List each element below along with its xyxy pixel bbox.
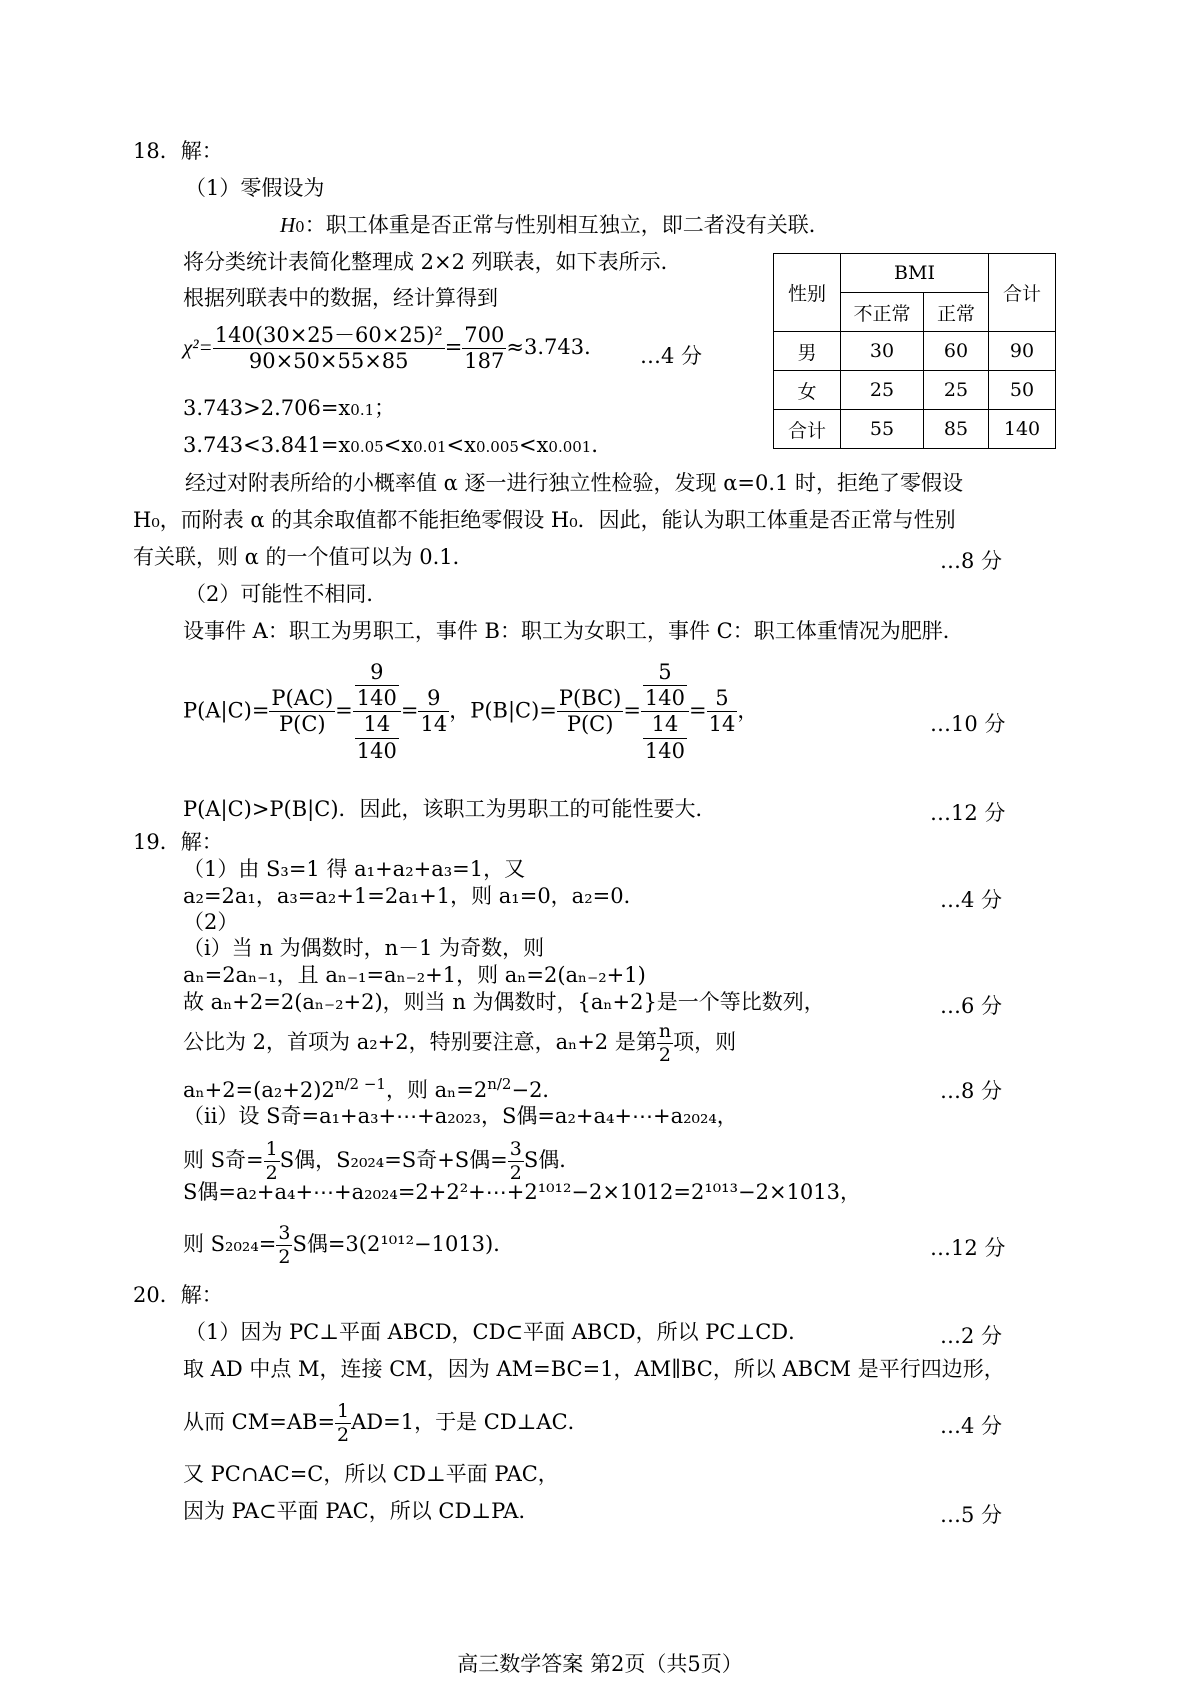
- q20-score-2: …2 分: [940, 1324, 1003, 1348]
- q19-score-12: …12 分: [930, 1236, 1006, 1260]
- compound-fraction-bc: $\frac{\frac{5}{140}}{\frac{14}{140}}$: [641, 660, 689, 764]
- q18-score-10: …10 分: [930, 712, 1006, 736]
- header-abnormal: 不正常: [841, 293, 924, 332]
- q19-line12: 则 S₂₀₂₄= $\frac{3}{2}$ S偶=3(2¹⁰¹²−1013)．: [183, 1222, 515, 1268]
- chi-fraction-simplified: $\frac{700}{187}$: [464, 323, 505, 374]
- q18-compare-1: 3.743>2.706=x0.1；: [183, 396, 396, 420]
- header-normal: 正常: [924, 293, 989, 332]
- q18-paragraph-line3: 有关联，则 α 的一个值可以为 0.1．: [133, 545, 474, 569]
- q18-null-hypothesis: H0：职工体重是否正常与性别相互独立，即二者没有关联．: [280, 213, 830, 237]
- q18-heading: 18．解：: [133, 139, 223, 163]
- q18-paragraph-line2: H₀，而附表 α 的其余取值都不能拒绝零假设 H₀．因此，能认为职工体重是否正常与性别: [133, 508, 956, 532]
- page-footer: 高三数学答案 第2页（共5页）: [457, 1652, 743, 1676]
- q19-score-6: …6 分: [940, 994, 1003, 1018]
- q18-conditional-probabilities: P(A|C)= $\frac{P(AC)}{P(C)}$ = $\frac{\frac{9}{140}}{\frac{14}{140}}$ = $\frac{9}{14}$ ，P(B|C)= $\frac{P(BC)}{P(C)}$ = $\frac{\frac{5}{140}}{\frac{14}{140}}$ = $\frac{5}{14}$ ，: [183, 660, 759, 763]
- table-row: 合计 55 85 140: [774, 410, 1056, 449]
- q18-part2-label: （2）可能性不相同．: [185, 582, 388, 606]
- q19-line7: 公比为 2，首项为 a₂+2，特别要注意，aₙ+2 是第 $\frac{n}{2}$ 项，则: [183, 1020, 737, 1066]
- q20-line3: 从而 CM=AB= $\frac{1}{2}$ AD=1，于是 CD⊥AC．: [183, 1400, 589, 1446]
- q19-line6: 故 aₙ+2=2(aₙ₋₂+2)，则当 n 为偶数时，{aₙ+2}是一个等比数列，: [183, 990, 825, 1014]
- q20-heading: 20．解：: [133, 1283, 223, 1307]
- q20-score-5: …5 分: [940, 1503, 1003, 1527]
- q18-events: 设事件 A：职工为男职工，事件 B：职工为女职工，事件 C：职工体重情况为肥胖．: [183, 619, 964, 643]
- q18-chi-square-formula: χ²= $\frac{\text{140(30×25－60×25)²}}{90\times 50\times 55\times 85}$ = $\frac{700}{187}$ ≈3.743．: [183, 323, 606, 374]
- contingency-table: [773, 253, 1056, 449]
- q19-line8: $a_n+2=(a_2+2)2^{n/2 -1}$，则 $a_n=2^{n/2}-2$．: [183, 1075, 564, 1102]
- q20-line1: （1）因为 PC⊥平面 ABCD，CD⊂平面 ABCD，所以 PC⊥CD．: [185, 1320, 810, 1344]
- q18-compare-2: 3.743<3.841=x0.05<x0.01<x0.005<x0.001．: [183, 433, 613, 457]
- q19-line5: aₙ=2aₙ₋₁，且 aₙ₋₁=aₙ₋₂+1，则 aₙ=2(aₙ₋₂+1): [183, 963, 646, 987]
- q19-line3: （2）: [183, 910, 239, 934]
- q19-line1: （1）由 S₃=1 得 a₁+a₂+a₃=1，又: [183, 857, 526, 881]
- q18-conclusion: P(A|C)>P(B|C)．因此，该职工为男职工的可能性要大．: [183, 797, 717, 821]
- q20-line4: 又 PC∩AC=C，所以 CD⊥平面 PAC，: [183, 1462, 559, 1486]
- q20-line2: 取 AD 中点 M，连接 CM，因为 AM=BC=1，AM∥BC，所以 ABCM 是平行四边形，: [183, 1357, 1005, 1381]
- q18-score-12: …12 分: [930, 801, 1006, 825]
- q18-score-4: …4 分: [640, 344, 703, 368]
- compound-fraction-ac: $\frac{\frac{9}{140}}{\frac{14}{140}}$: [353, 660, 401, 764]
- table-row: 女 25 25 50: [774, 371, 1056, 410]
- q18-part1-label: （1）零假设为: [185, 176, 325, 200]
- chi-fraction: $\frac{\text{140(30×25－60×25)²}}{90\times 50\times 55\times 85}$: [214, 323, 443, 374]
- header-gender: 性别: [774, 254, 841, 332]
- table-row: 男 30 60 90: [774, 332, 1056, 371]
- header-bmi: BMI: [841, 254, 989, 293]
- header-total: 合计: [989, 254, 1056, 332]
- q20-score-4: …4 分: [940, 1414, 1003, 1438]
- q18-paragraph-line1: 经过对附表所给的小概率值 α 逐一进行独立性检验，发现 α=0.1 时，拒绝了零假设: [185, 471, 964, 495]
- q19-line2: a₂=2a₁，a₃=a₂+1=2a₁+1，则 a₁=0，a₂=0．: [183, 884, 645, 908]
- q19-line10: 则 S奇= $\frac{1}{2}$ S偶，S₂₀₂₄=S奇+S偶= $\frac{3}{2}$ S偶．: [183, 1138, 581, 1184]
- q19-heading: 19．解：: [133, 830, 223, 854]
- q19-line9: （ii）设 S奇=a₁+a₃+⋯+a₂₀₂₃，S偶=a₂+a₄+⋯+a₂₀₂₄，: [183, 1104, 738, 1128]
- q18-table-intro: 将分类统计表简化整理成 2×2 列联表，如下表所示．: [183, 250, 682, 274]
- q20-line5: 因为 PA⊂平面 PAC，所以 CD⊥PA．: [183, 1499, 540, 1523]
- q18-score-8: …8 分: [940, 549, 1003, 573]
- q19-score-4: …4 分: [940, 888, 1003, 912]
- q19-line4: （i）当 n 为偶数时，n－1 为奇数，则: [183, 936, 545, 960]
- q18-calc-intro: 根据列联表中的数据，经计算得到: [183, 286, 498, 310]
- q19-line11: S偶=a₂+a₄+⋯+a₂₀₂₄=2+2²+⋯+2¹⁰¹²−2×1012=2¹⁰¹³−2×1013，: [183, 1180, 862, 1204]
- q19-score-8: …8 分: [940, 1079, 1003, 1103]
